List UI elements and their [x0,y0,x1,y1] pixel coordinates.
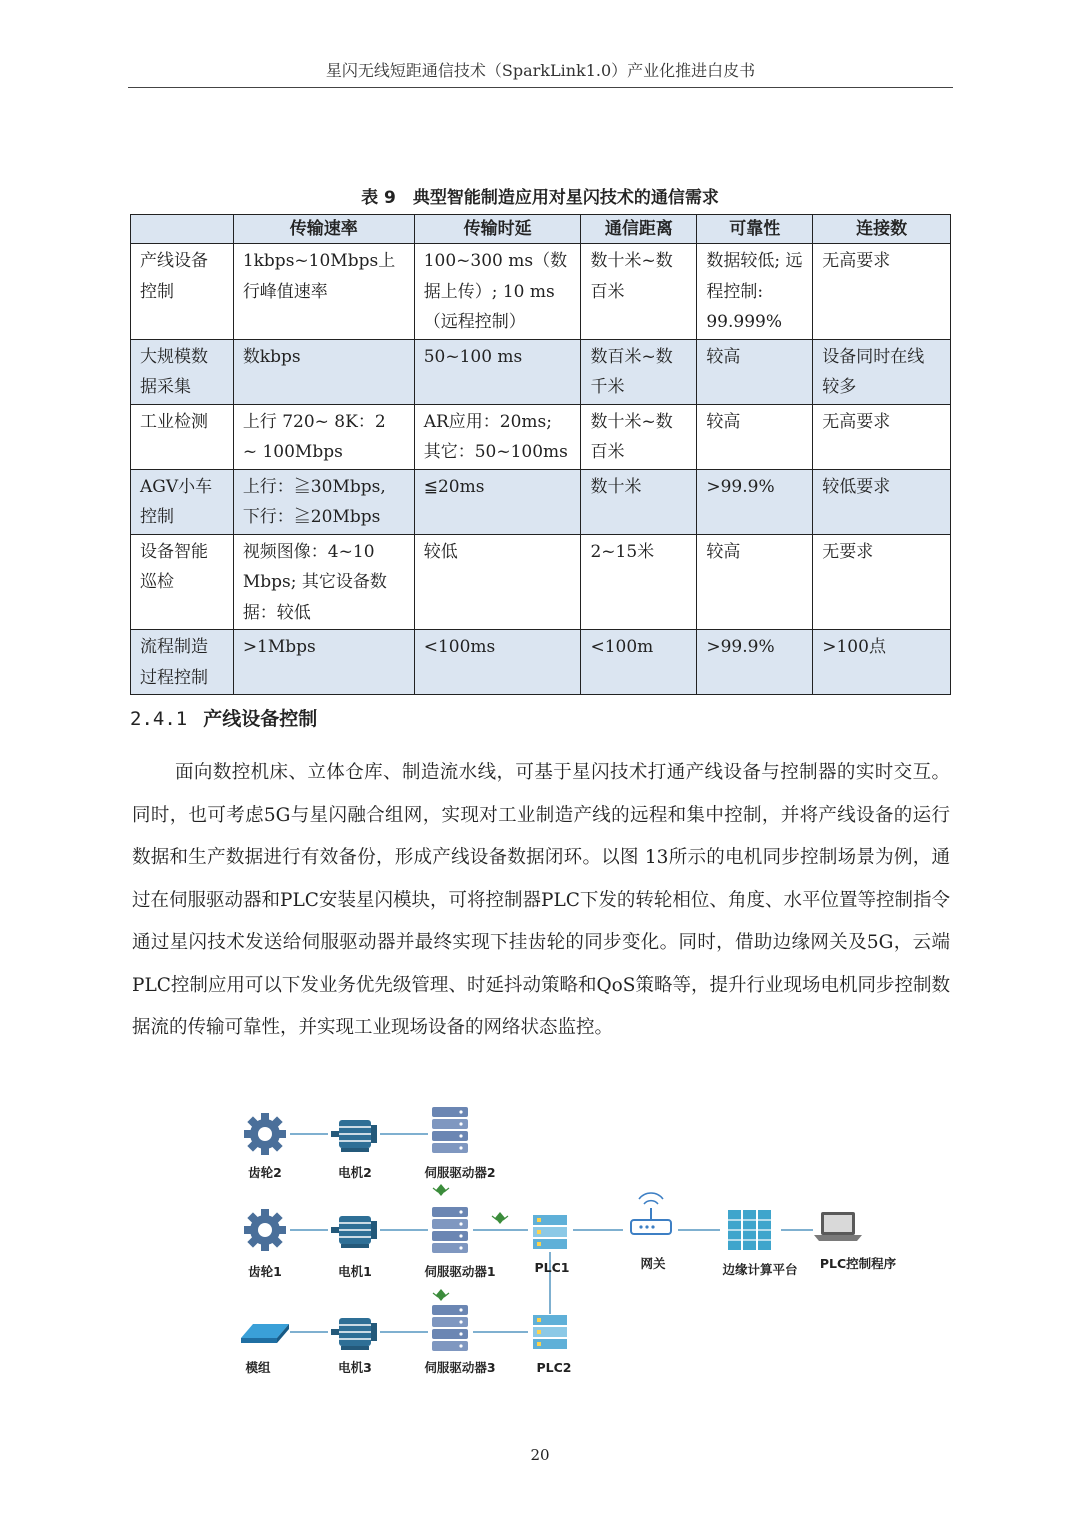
table-row [131,534,951,630]
table-cell: >1Mbps [233,630,414,695]
table-header-cell: 传输时延 [414,215,581,244]
table-cell: <100m [581,630,697,695]
table-cell: <100ms [414,630,581,695]
motor-icon [331,1318,377,1350]
table-cell: >99.9% [697,630,813,695]
motor-sync-diagram [228,1092,908,1392]
table-cell: 较低 [414,534,581,630]
table-cell: 无要求 [813,534,951,630]
server-icon [432,1107,468,1153]
section-title: 产线设备控制 [203,708,318,730]
motor2-label: 电机2 [338,1165,372,1180]
table-cell: AGV小车控制 [131,469,234,534]
table-cell: 数十米~数百米 [581,404,697,469]
plc1-label: PLC1 [534,1260,570,1275]
motor-icon [331,1120,377,1152]
table-cell: >99.9% [697,469,813,534]
table-cell: 较高 [697,339,813,404]
edge-label: 边缘计算平台 [722,1262,798,1277]
sparklink-badge-icon [433,1289,449,1301]
table-cell: 上行 720~ 8K：2 ~ 100Mbps [233,404,414,469]
running-header: 星闪无线短距通信技术（SparkLink1.0）产业化推进白皮书 [325,61,756,80]
table-header-cell: 可靠性 [697,215,813,244]
table-cell: 较低要求 [813,469,951,534]
table-cell: 上行：≧30Mbps, 下行：≧20Mbps [233,469,414,534]
table-cell: 流程制造过程控制 [131,630,234,695]
table-row [131,630,951,695]
plc-program-label: PLC控制程序 [819,1256,897,1271]
laptop-icon [814,1212,862,1241]
module-icon [241,1324,289,1343]
table-row [131,244,951,340]
table-cell: 50~100 ms [414,339,581,404]
header-rule [128,87,953,88]
table-cell: AR应用：20ms; 其它：50~100ms [414,404,581,469]
plc-icon [533,1315,567,1349]
table-cell: 设备智能巡检 [131,534,234,630]
gateway-label: 网关 [640,1256,666,1271]
table-header-cell: 传输速率 [233,215,414,244]
table-cell: 工业检测 [131,404,234,469]
table-row [131,339,951,404]
table-header-cell: 通信距离 [581,215,697,244]
table-cell: 100~300 ms（数据上传）; 10 ms（远程控制） [414,244,581,340]
table-row [131,404,951,469]
gear-icon [244,1113,286,1155]
table-header-cell: 连接数 [813,215,951,244]
motor3-label: 电机3 [338,1360,372,1375]
gear2-label: 齿轮2 [248,1165,282,1180]
requirements-table [130,214,951,695]
table-cell: 数据较低; 远程控制: 99.999% [697,244,813,340]
server-icon [432,1305,468,1351]
body-paragraph: 面向数控机床、立体仓库、制造流水线，可基于星闪技术打通产线设备与控制器的实时交互。同时，也可考虑5G与星闪融合组网，实现对工业制造产线的远程和集中控制，并将产线设备的运行数据和生产数据进行有效备份，形成产线设备数据闭环。以图 13所示的电机同步控制场景为例，通过在伺服驱动器和PLC安装星闪模块，可将控制器PLC下发的转轮相位、角度、水平位置等控制指令通过星闪技术发送给伺服驱动器并最终实现下挂齿轮的同步变化。同时，借助边缘网关及5G，云端PLC控制应用可以下发业务优先级管理、时延抖动策略和QoS策略等，提升行业现场电机同步控制数据流的传输可靠性，并实现工业现场设备的网络状态监控。 [132,762,950,1038]
table-cell: 产线设备控制 [131,244,234,340]
table-cell: 2~15米 [581,534,697,630]
table-header-row [131,215,951,244]
servo2-label: 伺服驱动器2 [424,1165,496,1180]
table-cell: 数百米~数千米 [581,339,697,404]
table-cell: 1kbps~10Mbps上行峰值速率 [233,244,414,340]
plc-icon [533,1215,567,1249]
gear1-label: 齿轮1 [248,1264,282,1279]
module-label: 模组 [245,1360,271,1375]
table-cell: 较高 [697,534,813,630]
table-cell: ≦20ms [414,469,581,534]
motor1-label: 电机1 [338,1264,372,1279]
section-number: 2.4.1 [130,708,188,730]
table-cell: 数十米~数百米 [581,244,697,340]
gateway-icon [631,1193,671,1234]
table-cell: 无高要求 [813,244,951,340]
sparklink-badge-icon [492,1212,508,1224]
server-icon [432,1207,468,1253]
edge-computing-icon [728,1210,771,1250]
section-heading [130,704,317,731]
table-cell: 大规模数据采集 [131,339,234,404]
plc2-label: PLC2 [536,1360,572,1375]
servo3-label: 伺服驱动器3 [424,1360,496,1375]
page-number: 20 [530,1446,550,1464]
table-caption: 表 9 典型智能制造应用对星闪技术的通信需求 [361,188,719,208]
table-cell: 设备同时在线较多 [813,339,951,404]
sparklink-badge-icon [433,1184,449,1196]
table-cell: 较高 [697,404,813,469]
servo1-label: 伺服驱动器1 [424,1264,496,1279]
table-cell: >100点 [813,630,951,695]
table-cell: 视频图像：4~10 Mbps; 其它设备数据：较低 [233,534,414,630]
motor-icon [331,1216,377,1248]
gear-icon [244,1209,286,1251]
table-cell: 无高要求 [813,404,951,469]
table-row [131,469,951,534]
table-header-cell [131,215,234,244]
table-cell: 数kbps [233,339,414,404]
table-cell: 数十米 [581,469,697,534]
